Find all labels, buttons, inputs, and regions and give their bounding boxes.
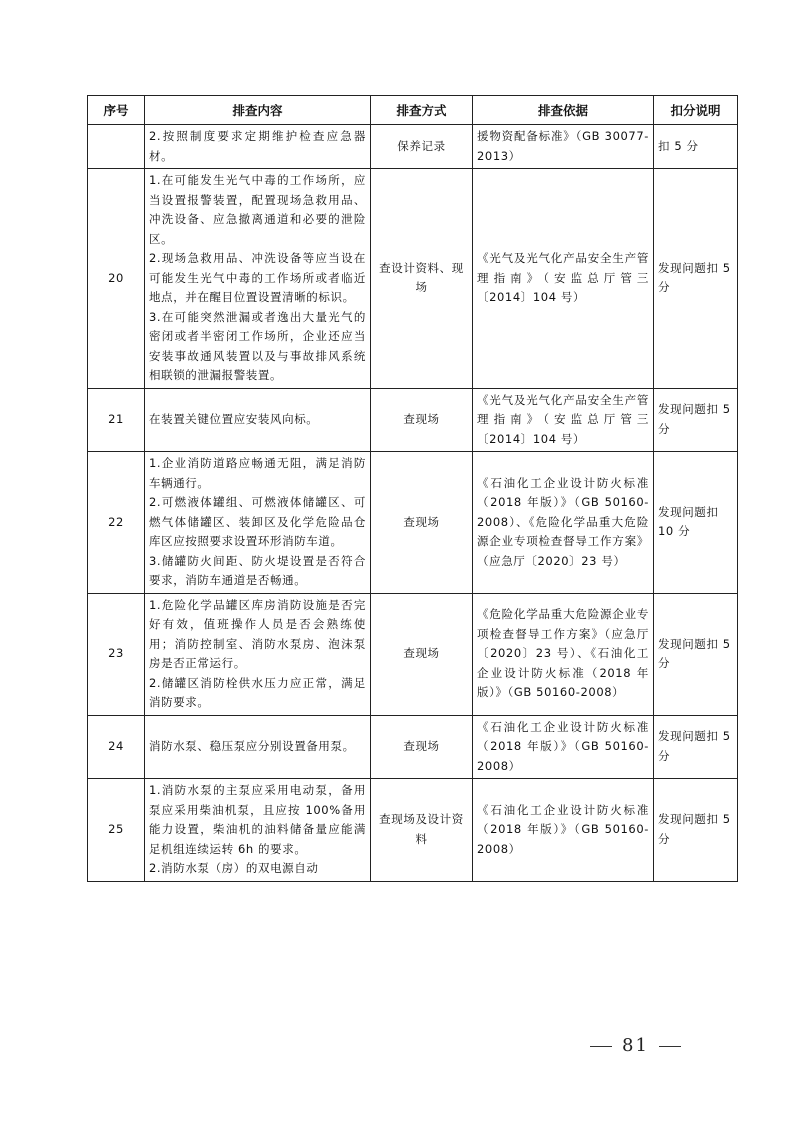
cell-no: 20 (88, 169, 145, 389)
cell-score (654, 452, 738, 594)
cell-content (145, 593, 371, 715)
cell-no: 21 (88, 388, 145, 452)
table-row (88, 388, 738, 452)
table-row (88, 715, 738, 779)
cell-score-line: 发现问题扣 5 分 (658, 729, 731, 763)
cell-basis (473, 388, 654, 452)
cell-content-line: 消防水泵、稳压泵应分别设置备用泵。 (149, 739, 355, 753)
cell-score (654, 593, 738, 715)
cell-content-line: 2.按照制度要求定期维护检查应急器材。 (149, 129, 366, 163)
cell-method (371, 388, 473, 452)
cell-content-line: 2.消防水泵（房）的双电源自动 (149, 861, 319, 875)
table-row (88, 125, 738, 169)
cell-score (654, 715, 738, 779)
cell-method-line: 查现场 (403, 739, 440, 753)
cell-content-line: 1.消防水泵的主泵应采用电动泵，备用泵应采用柴油机泵，且应按 100%备用能力设置，柴油机的油料储备量应能满足机组连续运转 6h 的要求。 (149, 783, 366, 856)
cell-method (371, 593, 473, 715)
cell-content-line: 2.储罐区消防栓供水压力应正常，满足消防要求。 (149, 675, 366, 709)
cell-no (88, 125, 145, 169)
cell-method-line: 保养记录 (397, 138, 446, 153)
cell-no: 24 (88, 715, 145, 779)
cell-basis-line: 《光气及光气化产品安全生产管理指南》（安监总厅管三〔2014〕104 号） (477, 392, 649, 446)
cell-score-line: 发现问题扣 5 分 (658, 260, 731, 295)
cell-basis (473, 452, 654, 594)
cell-basis-line: 援物资配备标准》（GB 30077-2013） (477, 129, 649, 163)
cell-basis (473, 715, 654, 779)
cell-method-line: 查设计资料、现场 (379, 260, 464, 295)
cell-score (654, 779, 738, 882)
cell-method-line: 查现场 (403, 514, 440, 529)
cell-score (654, 169, 738, 389)
header-no: 序号 (88, 96, 145, 125)
cell-basis-line: 《光气及光气化产品安全生产管理指南》（安监总厅管三〔2014〕104 号） (477, 251, 649, 304)
header-method: 排查方式 (371, 96, 473, 125)
cell-basis-line: 《石油化工企业设计防火标准（2018 年版）》（GB 50160-2008） (477, 719, 649, 773)
cell-content-line: 在装置关键位置应安装风向标。 (149, 412, 319, 426)
table-row (88, 169, 738, 389)
cell-content-line: 1.企业消防道路应畅通无阻，满足消防车辆通行。 (149, 456, 366, 490)
cell-score-line: 扣 5 分 (658, 138, 699, 153)
cell-no: 23 (88, 593, 145, 715)
header-basis: 排查依据 (473, 96, 654, 125)
cell-score-line: 发现问题扣 5 分 (658, 402, 731, 436)
cell-score-line: 发现问题扣 5 分 (658, 636, 731, 670)
cell-basis-line: 《危险化学品重大危险源企业专项检查督导工作方案》（应急厅〔2020〕23 号）、《石油化工企业设计防火标准（2018 年版）》（GB 50160-2008） (477, 607, 649, 700)
header-score: 扣分说明 (654, 96, 738, 125)
cell-basis-line: 《石油化工企业设计防火标准（2018 年版）》（GB 50160-2008）、《危险化学品重大危险源企业专项检查督导工作方案》（应急厅〔2020〕23 号） (477, 475, 649, 568)
cell-basis (473, 125, 654, 169)
page-footer (580, 1035, 691, 1056)
cell-method-line: 查现场 (403, 646, 440, 661)
cell-content-line: 1.在可能发生光气中毒的工作场所，应当设置报警装置，配置现场急救用品、冲洗设备、应急撤离通道和必要的泄险区。 (149, 173, 366, 246)
cell-method (371, 715, 473, 779)
cell-score (654, 388, 738, 452)
table-row (88, 779, 738, 882)
cell-basis (473, 779, 654, 882)
cell-content-line: 3.在可能突然泄漏或者逸出大量光气的密闭或者半密闭工作场所，企业还应当安装事故通风装置以及与事故排风系统相联锁的泄漏报警装置。 (149, 309, 366, 382)
inspection-table (87, 95, 738, 882)
cell-basis (473, 593, 654, 715)
cell-method (371, 125, 473, 169)
table-row (88, 452, 738, 594)
cell-content (145, 169, 371, 389)
header-content: 排查内容 (145, 96, 371, 125)
cell-content (145, 779, 371, 882)
cell-no: 22 (88, 452, 145, 594)
footer-dash-left (590, 1046, 612, 1047)
cell-method (371, 779, 473, 882)
table-header-row (88, 96, 738, 125)
cell-content (145, 125, 371, 169)
footer-dash-right (659, 1046, 681, 1047)
cell-content (145, 715, 371, 779)
cell-content (145, 388, 371, 452)
page-number: 81 (622, 1035, 649, 1056)
cell-method (371, 169, 473, 389)
cell-method (371, 452, 473, 594)
table-row (88, 593, 738, 715)
cell-content (145, 452, 371, 594)
table-body (88, 125, 738, 882)
cell-score (654, 125, 738, 169)
cell-content-line: 2.可燃液体罐组、可燃液体储罐区、可燃气体储罐区、装卸区及化学危险品仓库区应按照要求设置环形消防车道。 (149, 495, 366, 548)
cell-method-line: 查现场及设计资料 (379, 812, 464, 846)
cell-no: 25 (88, 779, 145, 882)
cell-basis (473, 169, 654, 389)
cell-content-line: 1.危险化学品罐区库房消防设施是否完好有效，值班操作人员是否会熟练使用；消防控制室、消防水泵房、泡沫泵房是否正常运行。 (149, 597, 366, 670)
cell-score-line: 发现问题扣 5 分 (658, 812, 731, 846)
cell-method-line: 查现场 (403, 412, 440, 426)
cell-basis-line: 《石油化工企业设计防火标准（2018 年版）》（GB 50160-2008） (477, 802, 649, 856)
cell-content-line: 3.储罐防火间距、防火堤设置是否符合要求，消防车通道是否畅通。 (149, 553, 366, 587)
cell-content-line: 2.现场急救用品、冲洗设备等应当设在可能发生光气中毒的工作场所或者临近地点，并在醒目位置设置清晰的标识。 (149, 251, 366, 304)
cell-score-line: 发现问题扣 10 分 (658, 504, 719, 539)
